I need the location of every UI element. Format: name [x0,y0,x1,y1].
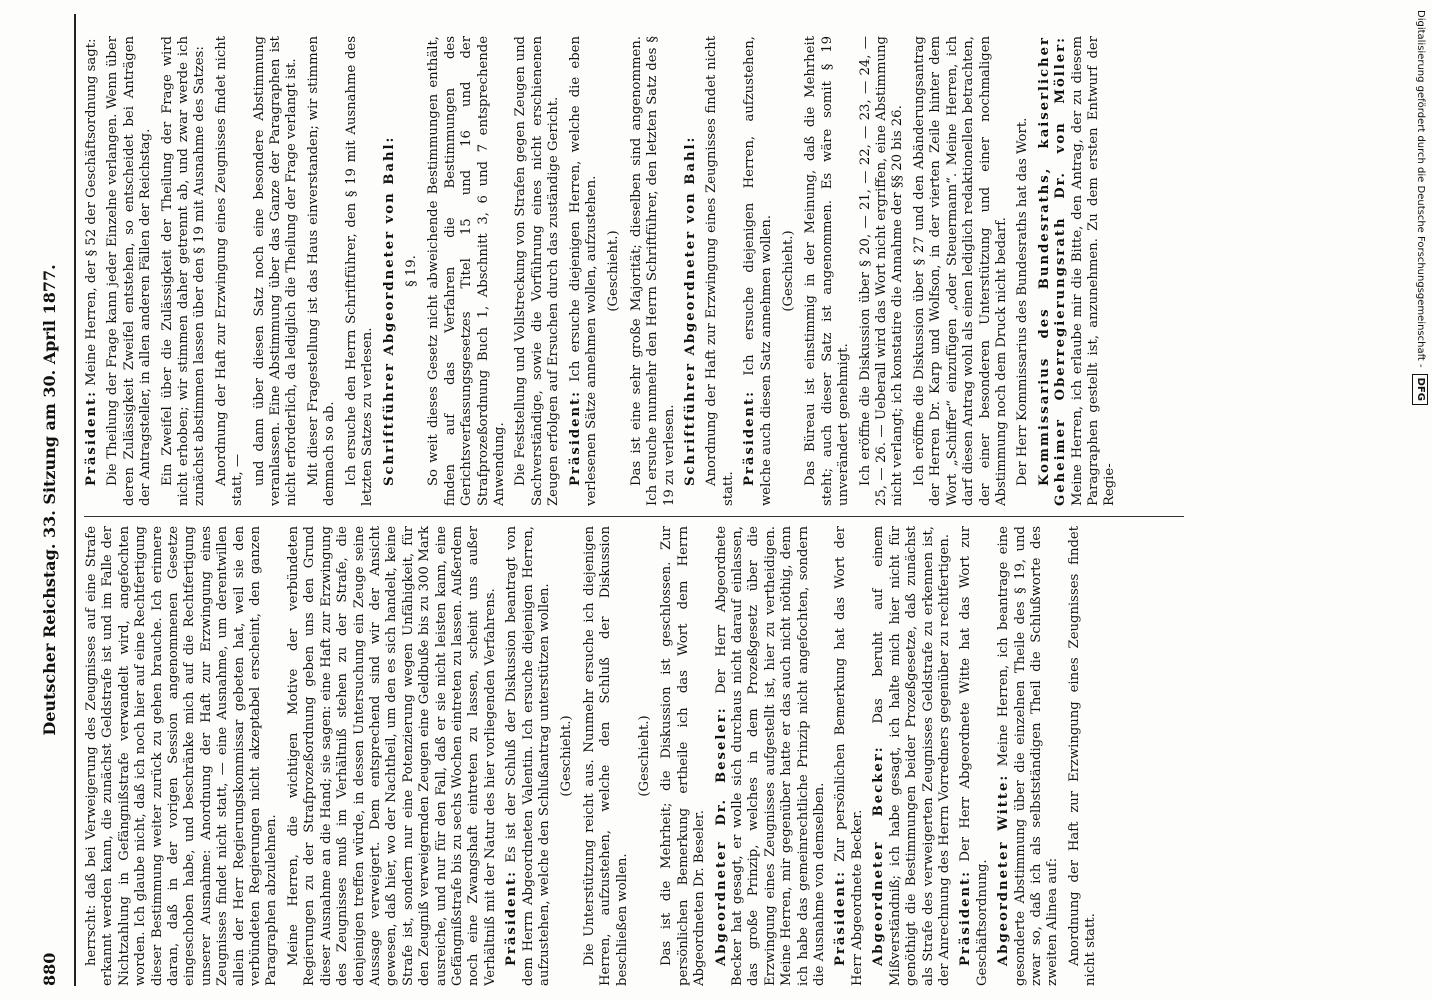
paragraph-text: und dann über diesen Satz noch eine besondere Abstimmung veranlassen. Eine Abstimmung über das Ganze der Paragraphen ist nicht erforderlich, da lediglich die Theilung der Frage verlangt ist. [251,36,300,506]
speaker-name: Kommissarius des Bundesraths, kaiserlicher Geheimer Oberregierungsrath Dr. von Möller: [1036,36,1069,506]
paragraph-text: Meine Herren, ich erlaube mir die Bitte, den Antrag, der zu diesem Paragraphen gestellt ist, anzunehmen. Zu dem ersten Entwurf der Regie- [1069,36,1118,506]
stage-direction: (Geschieht.) [559,715,575,797]
paragraph [513,36,562,506]
speaker-name: Präsident: [567,389,583,486]
paragraph-text: Mit dieser Fragestellung ist das Haus einverstanden; wir stimmen demnach so ab. [305,36,338,506]
paragraph-text: Ich ersuche den Herrn Schriftführer, den § 19 mit Ausnahme des letzten Satzes zu verlesen. [343,36,376,506]
paragraph-text: herrscht: daß bei Verweigerung des Zeugnisses auf eine Strafe erkannt werden kann, die zunächst Geldstrafe ist und im Falle der Nichtzahlung in Gefängnißstrafe verwandelt wird, angefochten worden. Ich glaube nicht, daß ich noch hier auf eine Rechtfertigung dieser Bestimmung weiter zurück zu gehen brauche. Ich erinnere daran, daß in der vorigen Session angenommenen Gesetze eingeschoben habe, und beschränke mich auf die Rechtfertigung unserer Ausnahme: Anordnung der Haft zur Erzwingung eines Zeugnisses findet nicht statt, — eine Ausnahme, um derentwillen allein der Herr Regierungskommissar gebeten hat, weil sie den verbündeten Regierungen nicht akzeptabel erscheint, den ganzen Paragraphen abzulehnen. [84,526,280,986]
paragraph-text: Ein Zweifel über die Zulässigkeit der Theilung der Frage wird nicht erhoben; wir stimmen daher getrennt ab, und zwar werde ich zunächst abstimmen lassen über den § 19 mit Ausnahme des Satzes: [159,36,208,506]
paragraph [996,526,1062,986]
paragraph [683,36,699,506]
paragraph-text: Meine Herren, ich beantrage eine gesonderte Abstimmung über die einzelnen Theile des § 19, und zwar so, daß ich als selbstständigen Theil die Schlußworte des zweiten Alinea auf: [996,526,1061,986]
paragraph [659,526,708,986]
paragraph-text: Der Herr Abgeordnete Witte hat das Wort zur Geschäftsordnung. [958,526,990,986]
paragraph [1015,36,1031,506]
paragraph-text: Ich ersuche diejenigen Herren, welche die eben verlesenen Sätze annehmen wollen, aufzustehen. [567,36,599,506]
paragraph-text: Meine Herren, der § 52 der Geschäftsordnung sagt: [84,38,99,386]
stage-direction: § 19. [403,255,419,287]
stage-direction: (Geschieht.) [637,715,652,797]
speaker-name: Abgeordneter Witte: [996,773,1012,966]
paragraph [306,36,339,506]
paragraph [858,36,907,506]
paragraph [582,526,631,986]
paragraph [214,36,247,506]
paragraph-text: Die Theilung der Frage kann jeder Einzelne verlangen. Wenn über deren Zulässigkeit Zweifel entstehen, so entscheidet bei Anträgen der Antragsteller, in allen anderen Fällen der Reichstag. [105,36,154,506]
paragraph-text: Zur persönlichen Bemerkung hat das Wort der Herr Abgeordnete Becker. [833,526,865,986]
paragraph [629,36,678,506]
paragraph-text: Das beruht auf einem Mißverständniß; ich habe gesagt, ich halte mich hier nicht für genöthigt die Bestimmungen beider Prozeßgesetze, daß zunächst als Strafe des verweigerten Zeugnisses Geldstrafe zu erkennen ist, der Anrechnung des Herrn Vorredners gegenüber zu rechtfertigen. [871,526,952,986]
paragraph-text: Meine Herren, die wichtigen Motive der verbündeten Regierungen zu der Strafprozeßordnung geben uns den Grund dieser Ausnahme an die Hand; sie sagen: eine Haft zur Erzwingung des Zeugnisses muß im Verhältniß stehen zu der Strafe, die denjenigen treffen würde, in dessen Untersuchung ein Zeuge seine Aussage verweigert. Dem entsprechend sind wir der Ansicht gewesen, daß hier, wo der Nachtheil, um den es sich handelt, keine Strafe ist, sondern nur eine Potenzierung wegen Unfähigkeit, für den Zeugniß verweigernden Zeugen eine Geldbuße bis zu 300 Mark ausreiche, und nur für den Fall, daß er sie nicht leisten kann, eine Gefängnißstrafe bis zu sechs Wochen eintreten zu lassen. Außerdem noch eine Zwangshaft eintreten zu lassen, scheint uns außer Verhältniß mit der Natur des hier vorliegenden Verfahrens. [285,526,498,986]
speaker-name: Präsident: [742,389,758,486]
paragraph [568,36,601,506]
paragraph [84,526,281,986]
paragraph-text: Die Feststellung und Vollstreckung von Strafen gegen Zeugen und Sachverständige, sowie die Vorführung eines nicht erschienenen Zeugen erfolgen auf Ersuchen durch das zuständige Gericht. [513,36,562,506]
stage-direction: (Geschieht.) [606,230,622,312]
paragraph-text: Der Herr Abgeordnete Becker hat gesagt, er wolle sich durchaus nicht darauf einlassen, das große Prinzip, welches in dem Prozeßgesetz über die Erzwingung eines Zeugnisses aufgestellt ist, hier zu vertheidigen. Meine Herren, mir gegenüber hatte er das auch nicht nöthig, denn ich habe das gemeinrechtliche Prinzip nicht angefochten, sondern die Ausnahme von demselben. [713,526,828,986]
paragraph-text: Das ist eine sehr große Majorität; dieselben sind angenommen. Ich ersuche nunmehr den Herrn Schriftführer, den letzten Satz des § 19 zu verlesen. [628,36,677,506]
paragraph [344,36,377,506]
paragraph [871,526,953,986]
page-title: Deutscher Reichstag. 33. Sitzung am 30. April 1877. [40,264,59,736]
paragraph [833,526,866,986]
speaker-name: Abgeordneter Dr. Beseler: [713,706,729,966]
paragraph-text: Das Büreau ist einstimmig in der Meinung, daß die Mehrheit steht; auch dieser Satz ist angenommen. Es wäre somit § 19 unverändert genehmigt. [803,36,852,506]
paragraph-text: Ich eröffne die Diskussion über § 27 und den Abänderungsantrag der Herren Dr. Karp und Wolfson, in der vierten Zeile hinter dem Wort „Schiffer“ einzufügen „oder Steuermann“. Meine Herren, ich darf diesen Antrag wohl als einen lediglich redaktionellen betrachten, der einer besonderen Unterstützung und einer nochmaligen Abstimmung noch dem Druck nicht bedarf. [911,36,1009,506]
digitization-note [1410,10,1430,990]
paragraph [714,526,829,986]
left-column [84,526,1314,986]
header-rule [74,14,76,986]
paragraph [426,36,508,506]
speaker-name: Schriftführer Abgeordneter von Bahl: [683,135,698,486]
paragraph-text: Es ist der Schluß der Diskussion beantragt von dem Herrn Abgeordneten Valentin. Ich ersuche diejenigen Herren, aufzustehen, welche den Schlußantrag unterstützen wollen. [504,526,552,986]
paragraph [105,36,154,506]
paragraph [704,36,737,506]
paragraph [160,36,209,506]
paragraph-text: So weit dieses Gesetz nicht abweichende Bestimmungen enthält, finden auf das Verfahren die Bestimmungen des Gerichtsverfassungsgesetzes Titel 15 und 16 und der Strafprozeßordnung Buch 1, Abschnitt 3, 6 und 7 entsprechende Anwendung. [426,36,507,506]
paragraph-text: Ich eröffne die Diskussion über § 20, — 21, — 22, — 23, — 24, — 25, — 26. — Ueberall wird das Wort nicht ergriffen, eine Abstimmung nicht verlangt; ich konstatire die Annahme der §§ 20 bis 26. [857,36,906,506]
paragraph [286,526,499,986]
paragraph [803,36,852,506]
stage-direction: (Geschieht.) [781,230,797,312]
dfg-badge: DFG [1412,374,1428,405]
speaker-name: Schriftführer Abgeordneter von Bahl: [381,135,397,486]
paragraph [252,36,301,506]
paragraph-text: Anordnung der Haft zur Erzwingung eines Zeugnisses findet nicht statt, — [213,36,246,506]
paragraph [84,36,100,506]
paragraph-text: Das ist die Mehrheit; die Diskussion ist geschlossen. Zur persönlichen Bemerkung ertheile ich das Wort dem Herrn Abgeordneten Dr. Beseler. [659,526,708,986]
speaker-name: Präsident: [833,869,849,966]
digitization-note-text: Digitalisierung gefördert durch die Deutsche Forschungsgemeinschaft - [1415,10,1426,368]
paragraph-text: Ich ersuche diejenigen Herren, aufzustehen, welche auch diesen Satz annehmen wollen. [742,36,774,506]
speaker-name: Präsident: [504,869,520,966]
right-column [84,36,1314,506]
paragraph-text: Der Herr Kommissarius des Bundesraths hat das Wort. [1015,117,1031,486]
paragraph-text: Anordnung der Haft zur Erzwingung eines Zeugnisses findet nicht statt. [1066,526,1099,986]
paragraph-text: Die Unterstützung reicht aus. Nunmehr ersuche ich diejenigen Herren, aufzustehen, welche den Schluß der Diskussion beschließen wollen. [581,526,630,986]
paragraph-text: Anordnung der Haft zur Erzwingung eines Zeugnisses findet nicht statt. [704,36,736,506]
paragraph [1067,526,1100,986]
paragraph [912,36,1010,506]
speaker-name: Abgeordneter Becker: [871,745,887,966]
page-number: 880 [40,952,59,986]
column-separator [84,516,1184,517]
paragraph [742,36,775,506]
paragraph [1037,36,1119,506]
paragraph [504,526,553,986]
speaker-name: Präsident: [958,869,974,966]
page-header [40,14,64,986]
speaker-name: Präsident: [84,389,99,486]
paragraph [382,36,398,506]
paragraph [958,526,991,986]
